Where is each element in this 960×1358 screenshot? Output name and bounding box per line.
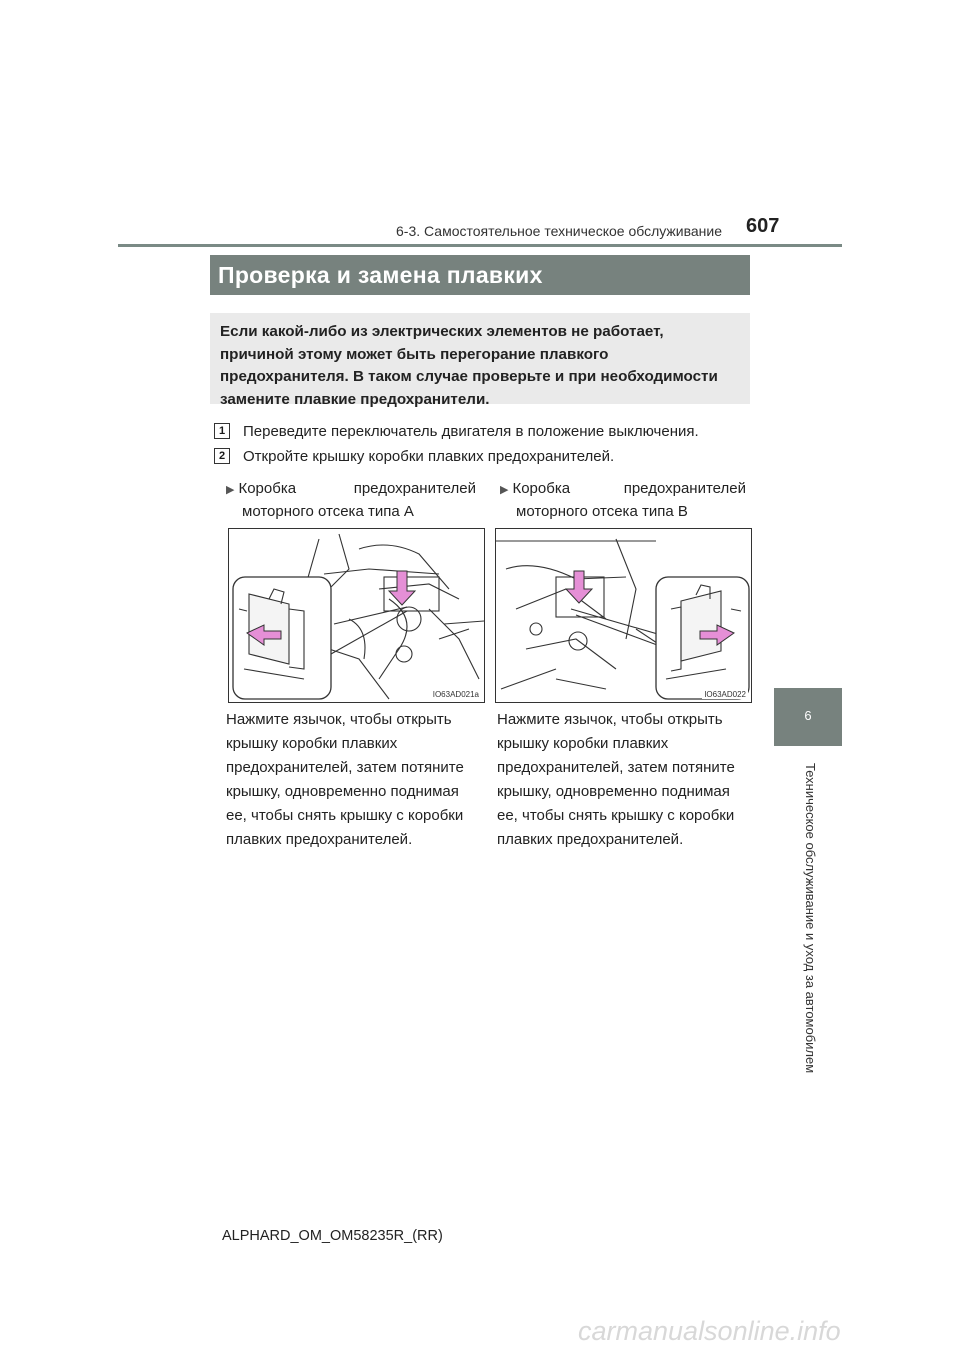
- intro-line: замените плавкие предохранители.: [220, 390, 490, 408]
- heading-word: Коробка: [238, 480, 297, 497]
- intro-line: Если какой-либо из электрических элементов не работает,: [220, 323, 664, 340]
- section-header: 6-3. Самостоятельное техническое обслуживание: [396, 223, 723, 239]
- intro-line: предохранителя. В таком случае проверьте и при необходимости: [220, 368, 718, 385]
- type-a-heading: [226, 478, 476, 523]
- text-line: ее, чтобы снять крышку с коробки: [226, 807, 464, 824]
- chapter-number: 6: [804, 708, 812, 723]
- step-number-badge: 2: [214, 448, 230, 464]
- watermark: carmanualsonline.info: [578, 1316, 841, 1346]
- document-code: ALPHARD_OM_OM58235R_(RR): [222, 1228, 443, 1244]
- text-line: крышку коробки плавких: [497, 735, 669, 752]
- text-line: плавких предохранителей.: [497, 831, 684, 848]
- chapter-title-vertical: Техническое обслуживание и уход за автомобилем: [803, 763, 818, 1074]
- text-line: крышку коробки плавких: [226, 735, 398, 752]
- text-line: Нажмите язычок, чтобы открыть: [226, 711, 452, 728]
- heading-word: Коробка: [512, 480, 571, 497]
- intro-box: [210, 313, 750, 408]
- heading-line: моторного отсека типа B: [516, 503, 688, 520]
- heading-word: предохранителей: [353, 480, 476, 497]
- header-divider: [118, 244, 842, 247]
- triangle-bullet-icon: ▶: [226, 484, 235, 496]
- text-line: ее, чтобы снять крышку с коробки: [497, 807, 735, 824]
- type-b-heading: [500, 478, 746, 523]
- engine-fuse-box-illustration-a: [228, 528, 485, 703]
- page-number: 607: [746, 215, 780, 237]
- fuse-box-drawing-icon: [496, 529, 751, 702]
- intro-line: причиной этому может быть перегорание плавкого: [220, 345, 609, 363]
- heading-line: моторного отсека типа A: [242, 503, 414, 520]
- text-line: Нажмите язычок, чтобы открыть: [497, 711, 723, 728]
- step-text: Откройте крышку коробки плавких предохранителей.: [243, 448, 615, 465]
- text-line: плавких предохранителей.: [226, 831, 413, 848]
- triangle-bullet-icon: ▶: [500, 484, 509, 496]
- text-line: крышку, одновременно поднимая: [497, 783, 730, 800]
- image-code: IO63AD021a: [432, 690, 479, 699]
- step-text: Переведите переключатель двигателя в положение выключения.: [243, 423, 699, 440]
- step-number-badge: 1: [214, 423, 230, 439]
- fuse-box-drawing-icon: [229, 529, 484, 702]
- engine-fuse-box-illustration-b: [495, 528, 752, 703]
- type-b-instructions: [497, 708, 746, 852]
- text-line: предохранителей, затем потяните: [226, 759, 464, 776]
- type-a-instructions: [226, 708, 485, 852]
- heading-word: предохранителей: [623, 480, 746, 497]
- text-line: предохранителей, затем потяните: [497, 759, 735, 776]
- text-line: крышку, одновременно поднимая: [226, 783, 459, 800]
- image-code: IO63AD022: [704, 690, 746, 699]
- page-title: Проверка и замена плавких: [210, 255, 750, 295]
